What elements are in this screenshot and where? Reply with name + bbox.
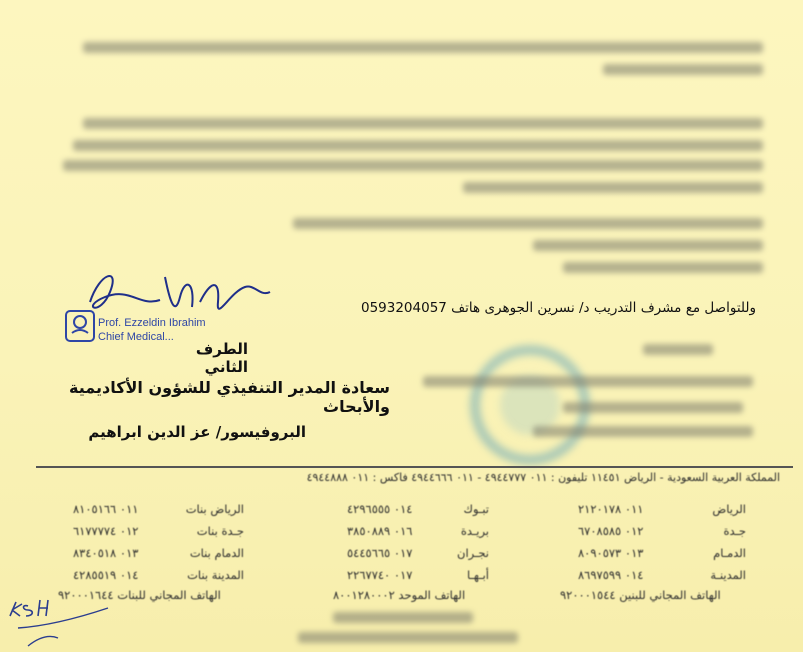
branch-city: المدينة بنات (187, 568, 244, 582)
branch-row (347, 502, 489, 516)
blurred-email (298, 632, 518, 643)
branch-phone: ٠١٧ ٢٢٦٧٧٤٠ (347, 568, 413, 582)
branch-phone: ٠١١ ٢١٢٠١٧٨ (578, 502, 644, 516)
branch-city: أبـهـا (467, 568, 489, 582)
branch-row (578, 546, 746, 560)
branch-phone: ٠١٣ ٨٠٩٠٥٧٣ (578, 546, 644, 560)
branch-row (578, 524, 746, 538)
branch-city: نجـران (457, 546, 489, 560)
hotline-girls: الهاتف المجاني للبنات ٩٢٠٠٠١٦٤٤ (58, 588, 221, 602)
medical-logo-icon (64, 305, 98, 345)
branch-row (347, 524, 489, 538)
branch-phone: ٠١٦ ٣٨٥٠٨٨٩ (347, 524, 413, 538)
branch-city: بريـدة (460, 524, 489, 538)
stamp-line-1: Prof. Ezzeldin Ibrahim (98, 317, 206, 329)
branch-row (347, 568, 489, 582)
footer-divider (36, 466, 793, 468)
hotline-boys: الهاتف المجاني للبنين ٩٢٠٠٠١٥٤٤ (560, 588, 721, 602)
branch-row (73, 524, 244, 538)
handwritten-note (8, 598, 118, 652)
branch-phone: ٠١٣ ٨٣٤٠٥١٨ (73, 546, 139, 560)
branch-row (73, 568, 244, 582)
branch-phone: ٠١٧ ٥٤٤٥٦٦٥ (347, 546, 413, 560)
branch-city: جـدة بنات (196, 524, 244, 538)
hotline-unified: الهاتف الموحد ٨٠٠١٢٨٠٠٠٢ (333, 588, 466, 602)
branch-row (578, 502, 746, 516)
branch-row (73, 546, 244, 560)
branch-phone: ٠١٤ ٨٦٩٧٥٩٩ (578, 568, 644, 582)
branch-row (347, 546, 489, 560)
party-name: البروفيسور/ عز الدين ابراهيم (88, 423, 306, 441)
branch-phone: ٠١٢ ٦٧٠٨٥٨٥ (578, 524, 644, 538)
training-contact-line: وللتواصل مع مشرف التدريب د/ نسرين الجوهرى هاتف 0593204057 (360, 300, 756, 316)
branch-city: جـدة (723, 524, 746, 538)
branch-city: الرياض بنات (185, 502, 244, 516)
blurred-website (333, 612, 473, 623)
stamp-line-2: Chief Medical... (98, 331, 174, 343)
branch-city: تبـوك (463, 502, 489, 516)
footer-address: المملكة العربية السعودية - الرياض ١١٤٥١ تليفون : ٠١١ ٤٩٤٤٧٧٧ - ٠١١ ٤٩٤٤٦٦٦ فاكس : ٠١١ ٤٩٤٤٨٨٨ (306, 471, 780, 484)
branch-phone: ٠١٤ ٤٢٨٥٥١٩ (73, 568, 139, 582)
branch-city: الدمـام (713, 546, 746, 560)
branch-phone: ٠١١ ٨١٠٥١٦٦ (73, 502, 139, 516)
branch-row (578, 568, 746, 582)
branch-phone: ٠١٢ ٦١٧٧٧٧٤ (73, 524, 139, 538)
party-title: الطرف الثاني (195, 340, 248, 376)
branch-city: المدينـة (710, 568, 746, 582)
branch-city: الدمام بنات (189, 546, 244, 560)
branch-row (73, 502, 244, 516)
party-role: سعادة المدير التنفيذي للشؤون الأكاديمية والأبحاث (69, 378, 390, 416)
branch-city: الرياض (712, 502, 746, 516)
branch-phone: ٠١٤ ٤٢٩٦٥٥٥ (347, 502, 413, 516)
